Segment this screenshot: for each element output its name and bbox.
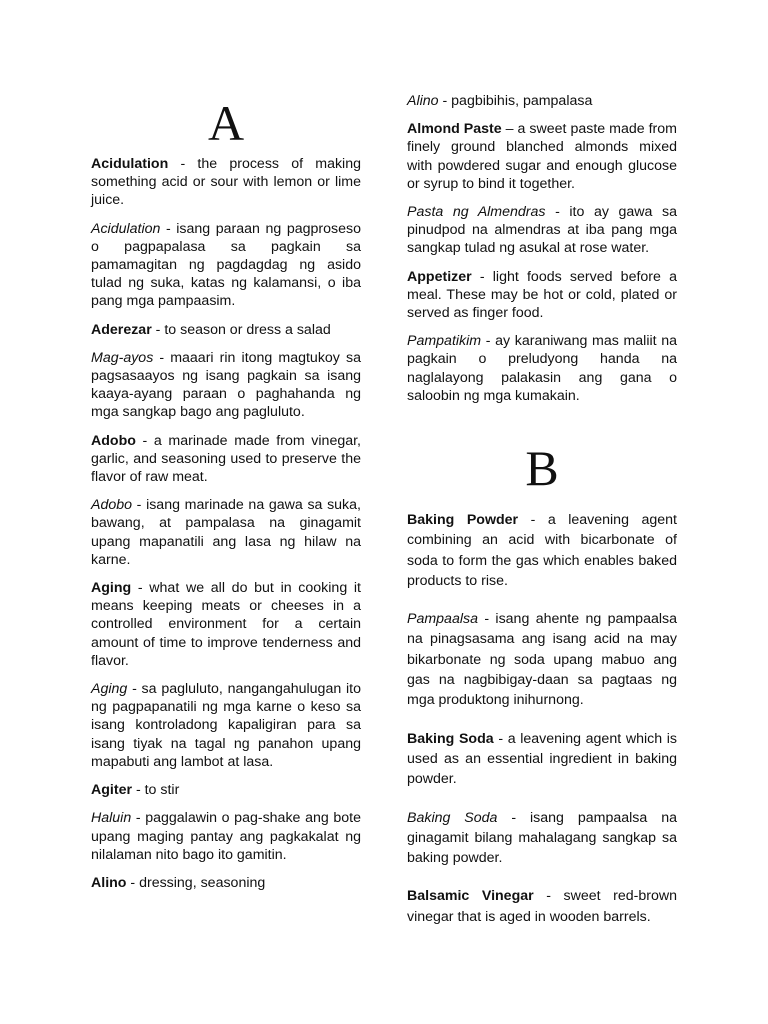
section-letter-b: B bbox=[525, 440, 559, 496]
glossary-entry bbox=[91, 496, 361, 569]
glossary-entry bbox=[407, 609, 677, 710]
glossary-entry bbox=[407, 808, 677, 869]
term: Baking Soda bbox=[407, 730, 494, 747]
term: Acidulation bbox=[91, 156, 169, 172]
definition: - light foods served before a meal. These may be hot or cold, plated or served as finger food. bbox=[407, 268, 677, 322]
term: Baking Powder bbox=[407, 512, 519, 528]
glossary-entry bbox=[91, 321, 361, 339]
term: Appetizer bbox=[407, 268, 472, 285]
term: Adobo bbox=[91, 432, 136, 449]
definition: - the process of making something acid or sour with lemon or lime juice. bbox=[91, 156, 361, 209]
glossary-entry bbox=[91, 349, 361, 422]
term: Pampatikim bbox=[407, 333, 482, 350]
glossary-entry bbox=[91, 432, 361, 487]
entries-a bbox=[91, 155, 361, 902]
entries-a-continued bbox=[407, 92, 677, 415]
definition: - to stir bbox=[132, 782, 180, 799]
glossary-entry bbox=[407, 92, 677, 110]
definition: – a sweet paste made from finely ground blanched almonds mixed with powdered sugar and enough glucose or syrup to bind it together. bbox=[407, 121, 677, 192]
definition: - sa pagluluto, nangangahulugan ito ng pagpapanatili ng mga karne o keso sa isang kontroladong kapaligiran para sa isang tiyak na tagal ng panahon upang mapabuti ang lambot at lasa. bbox=[91, 681, 361, 770]
definition: - dressing, seasoning bbox=[126, 874, 266, 891]
definition: - what we all do but in cooking it means keeping meats or cheeses in a controlled environment for a certain amount of time to improve tenderness and flavor. bbox=[91, 580, 361, 669]
term: Aging bbox=[91, 681, 128, 698]
definition: - ay karaniwang mas maliit na pagkain o preludyong handa na naglalayong palakasin ang gana o saloobin ng mga kumakain. bbox=[407, 333, 677, 404]
definition: - isang paraan ng pagproseso o pagpapalasa sa pagkain sa pamamagitan ng pagdagdag ng asido tulad ng suka, katas ng kalamansi, o iba pang mga pampaasim. bbox=[91, 220, 361, 310]
term: Aderezar bbox=[91, 321, 152, 338]
glossary-entry bbox=[91, 155, 361, 210]
term: Pampaalsa bbox=[407, 611, 478, 628]
glossary-entry bbox=[91, 781, 361, 799]
definition: - a leavening agent combining an acid with bicarbonate of soda to form the gas which enables baked products to rise. bbox=[407, 512, 677, 589]
definition: - paggalawin o pag-shake ang bote upang maging pantay ang pagkakalat ng nilalaman nito bago ito gamitin. bbox=[91, 810, 361, 863]
term: Mag-ayos bbox=[91, 349, 154, 366]
term: Acidulation bbox=[91, 220, 161, 237]
glossary-entry bbox=[91, 809, 361, 864]
term: Almond Paste bbox=[407, 121, 502, 138]
glossary-entry bbox=[91, 874, 361, 892]
definition: - pagbibihis, pampalasa bbox=[438, 93, 593, 109]
definition: - sweet red-brown vinegar that is aged in wooden barrels. bbox=[407, 888, 678, 925]
term: Pasta ng Almendras bbox=[407, 204, 546, 221]
term: Adobo bbox=[91, 497, 133, 514]
glossary-entry bbox=[91, 680, 361, 771]
definition: - isang ahente ng pampaalsa na pinagsasama ang isang acid na may bikarbonate ng soda upang mabuo ang gas na nagbibigay-daan sa pagtaas ng mga produktong inihurnong. bbox=[407, 611, 677, 709]
definition: - maaari rin itong magtukoy sa pagsasaayos ng isang pagkain sa isang kaaya-ayang paraan o paghahanda ng mga sangkap bago ang pagluluto. bbox=[91, 349, 361, 421]
glossary-entry bbox=[407, 729, 677, 790]
glossary-entry bbox=[91, 579, 361, 670]
glossary-entry bbox=[407, 120, 677, 193]
term: Aging bbox=[91, 580, 132, 597]
glossary-entry bbox=[407, 203, 677, 258]
glossary-entry bbox=[407, 886, 677, 927]
definition: - isang pampaalsa na ginagamit bilang mahalagang sangkap sa baking powder. bbox=[407, 809, 677, 867]
definition: - isang marinade na gawa sa suka, bawang, at pampalasa na ginagamit upang mapanatili ang lasa ng hilaw na karne. bbox=[91, 497, 361, 568]
section-letter-a: A bbox=[207, 95, 245, 151]
definition: - a leavening agent which is used as an essential ingredient in baking powder. bbox=[407, 730, 677, 788]
definition: - a marinade made from vinegar, garlic, and seasoning used to preserve the flavor of raw meat. bbox=[91, 432, 361, 486]
term: Baking Soda bbox=[407, 809, 498, 826]
term: Agiter bbox=[91, 782, 132, 799]
glossary-entry bbox=[407, 510, 677, 591]
term: Alino bbox=[91, 874, 127, 891]
glossary-entry bbox=[91, 220, 361, 311]
glossary-entry bbox=[407, 332, 677, 405]
definition: - ito ay gawa sa pinudpod na almendras at iba pang mga sangkap tulad ng asukal at rose water. bbox=[407, 204, 677, 257]
glossary-entry bbox=[407, 268, 677, 323]
term: Alino bbox=[407, 93, 439, 109]
entries-b bbox=[407, 510, 677, 945]
definition: - to season or dress a salad bbox=[151, 321, 331, 338]
term: Balsamic Vinegar bbox=[407, 888, 534, 905]
term: Haluin bbox=[91, 810, 132, 827]
